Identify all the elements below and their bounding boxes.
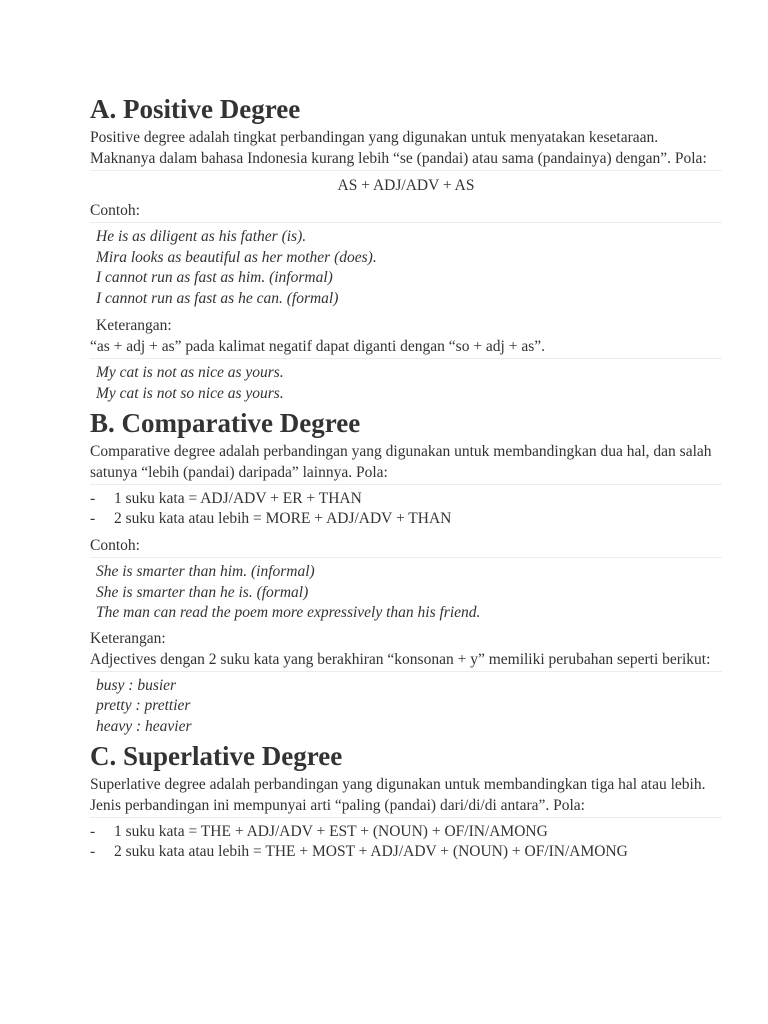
example-sentence: My cat is not as nice as yours. [96,364,284,381]
pattern-item: - 1 suku kata = THE + ADJ/ADV + EST + (NOUN) + OF/IN/AMONG [90,823,548,840]
list-marker: - [90,510,96,527]
example-sentence: Mira looks as beautiful as her mother (does). [96,248,377,266]
comparative-examples-label: Contoh: [90,537,140,554]
list-marker: - [90,490,96,507]
comparative-degree-section [90,406,722,737]
example-sentence: The man can read the poem more expressively than his friend. [96,604,481,621]
comparative-note-label: Keterangan: [90,629,166,647]
list-marker: - [90,843,96,860]
positive-note-label: Keterangan: [96,317,172,334]
positive-note-examples [90,363,722,404]
positive-degree-heading: A. Positive Degree [90,94,301,124]
example-sentence: I cannot run as fast as him. (informal) [96,269,333,286]
positive-note-text: “as + adj + as” pada kalimat negatif dapat diganti dengan “so + adj + as”. [90,338,546,355]
superlative-pattern-list [90,822,722,862]
example-word-pair: busy : busier [96,676,177,694]
positive-degree-intro: Positive degree adalah tingkat perbandingan yang digunakan untuk menyatakan kesetaraan. Maknanya dalam bahasa Indonesia kurang lebih “se (pandai) atau sama (pandainya) dengan”. Pola: [90,129,707,167]
comparative-pattern-list [90,489,722,529]
comparative-degree-heading: B. Comparative Degree [90,408,361,438]
positive-examples-label: Contoh: [90,202,140,219]
example-sentence: My cat is not so nice as yours. [96,384,284,402]
positive-degree-section [90,92,722,404]
example-word-pair: heavy : heavier [96,717,192,735]
superlative-degree-section [90,739,722,862]
superlative-degree-heading: C. Superlative Degree [90,741,343,771]
pattern-item: - 2 suku kata atau lebih = THE + MOST + ADJ/ADV + (NOUN) + OF/IN/AMONG [90,843,628,860]
positive-examples-list [90,227,722,309]
document-content [90,92,722,862]
example-word-pair: pretty : prettier [96,697,191,714]
example-sentence: He is as diligent as his father (is). [96,228,307,245]
positive-degree-formula: AS + ADJ/ADV + AS [337,177,475,194]
comparative-examples-list [90,562,722,624]
example-sentence: I cannot run as fast as he can. (formal) [96,289,339,307]
list-marker: - [90,823,96,840]
example-sentence: She is smarter than him. (informal) [96,563,315,580]
superlative-degree-intro: Superlative degree adalah perbandingan yang digunakan untuk membandingkan tiga hal atau lebih. Jenis perbandingan ini mempunyai arti “paling (pandai) dari/di/di antara”. Pola: [90,776,706,814]
comparative-note-text: Adjectives dengan 2 suku kata yang berakhiran “konsonan + y” memiliki perubahan seperti berikut: [90,650,711,668]
pattern-item: - 1 suku kata = ADJ/ADV + ER + THAN [90,490,362,507]
comparative-note-examples [90,676,722,738]
comparative-degree-intro: Comparative degree adalah perbandingan yang digunakan untuk membandingkan dua hal, dan salah satunya “lebih (pandai) daripada” lainnya. Pola: [90,443,712,481]
example-sentence: She is smarter than he is. (formal) [96,583,309,601]
pattern-item: - 2 suku kata atau lebih = MORE + ADJ/ADV + THAN [90,510,452,527]
